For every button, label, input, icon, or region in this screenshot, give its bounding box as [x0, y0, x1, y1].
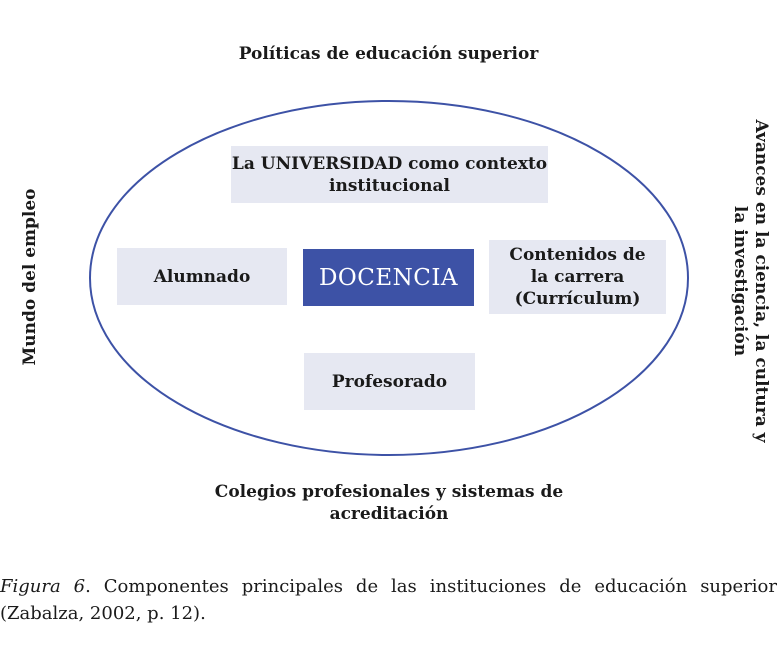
box-profesorado-label: Profesorado: [331, 371, 448, 392]
box-profesorado: [304, 353, 475, 410]
outer-label-left: Mundo del empleo: [20, 188, 40, 366]
figure-caption-text: . Componentes principales de las instituciones de educación superior (Zabalza, 2002, p. 12).: [0, 576, 777, 624]
box-universidad: [231, 146, 548, 203]
outer-label-bottom: Colegios profesionales y sistemas de acreditación: [214, 482, 564, 524]
figure-caption: [0, 573, 777, 627]
outer-label-right: Avances en la ciencia, la cultura y la investigación: [730, 119, 771, 443]
box-docencia: [303, 249, 474, 306]
box-contenidos: [489, 240, 666, 314]
box-universidad-label: La UNIVERSIDAD como contexto institucional: [231, 153, 548, 196]
box-docencia-label: DOCENCIA: [318, 264, 459, 291]
box-alumnado: [117, 248, 287, 305]
outer-label-top: Políticas de educación superior: [238, 44, 539, 64]
figure-label: Figura 6: [0, 576, 86, 597]
box-contenidos-label: Contenidos de la carrera (Currículum): [509, 245, 646, 309]
box-alumnado-label: Alumnado: [153, 266, 251, 287]
